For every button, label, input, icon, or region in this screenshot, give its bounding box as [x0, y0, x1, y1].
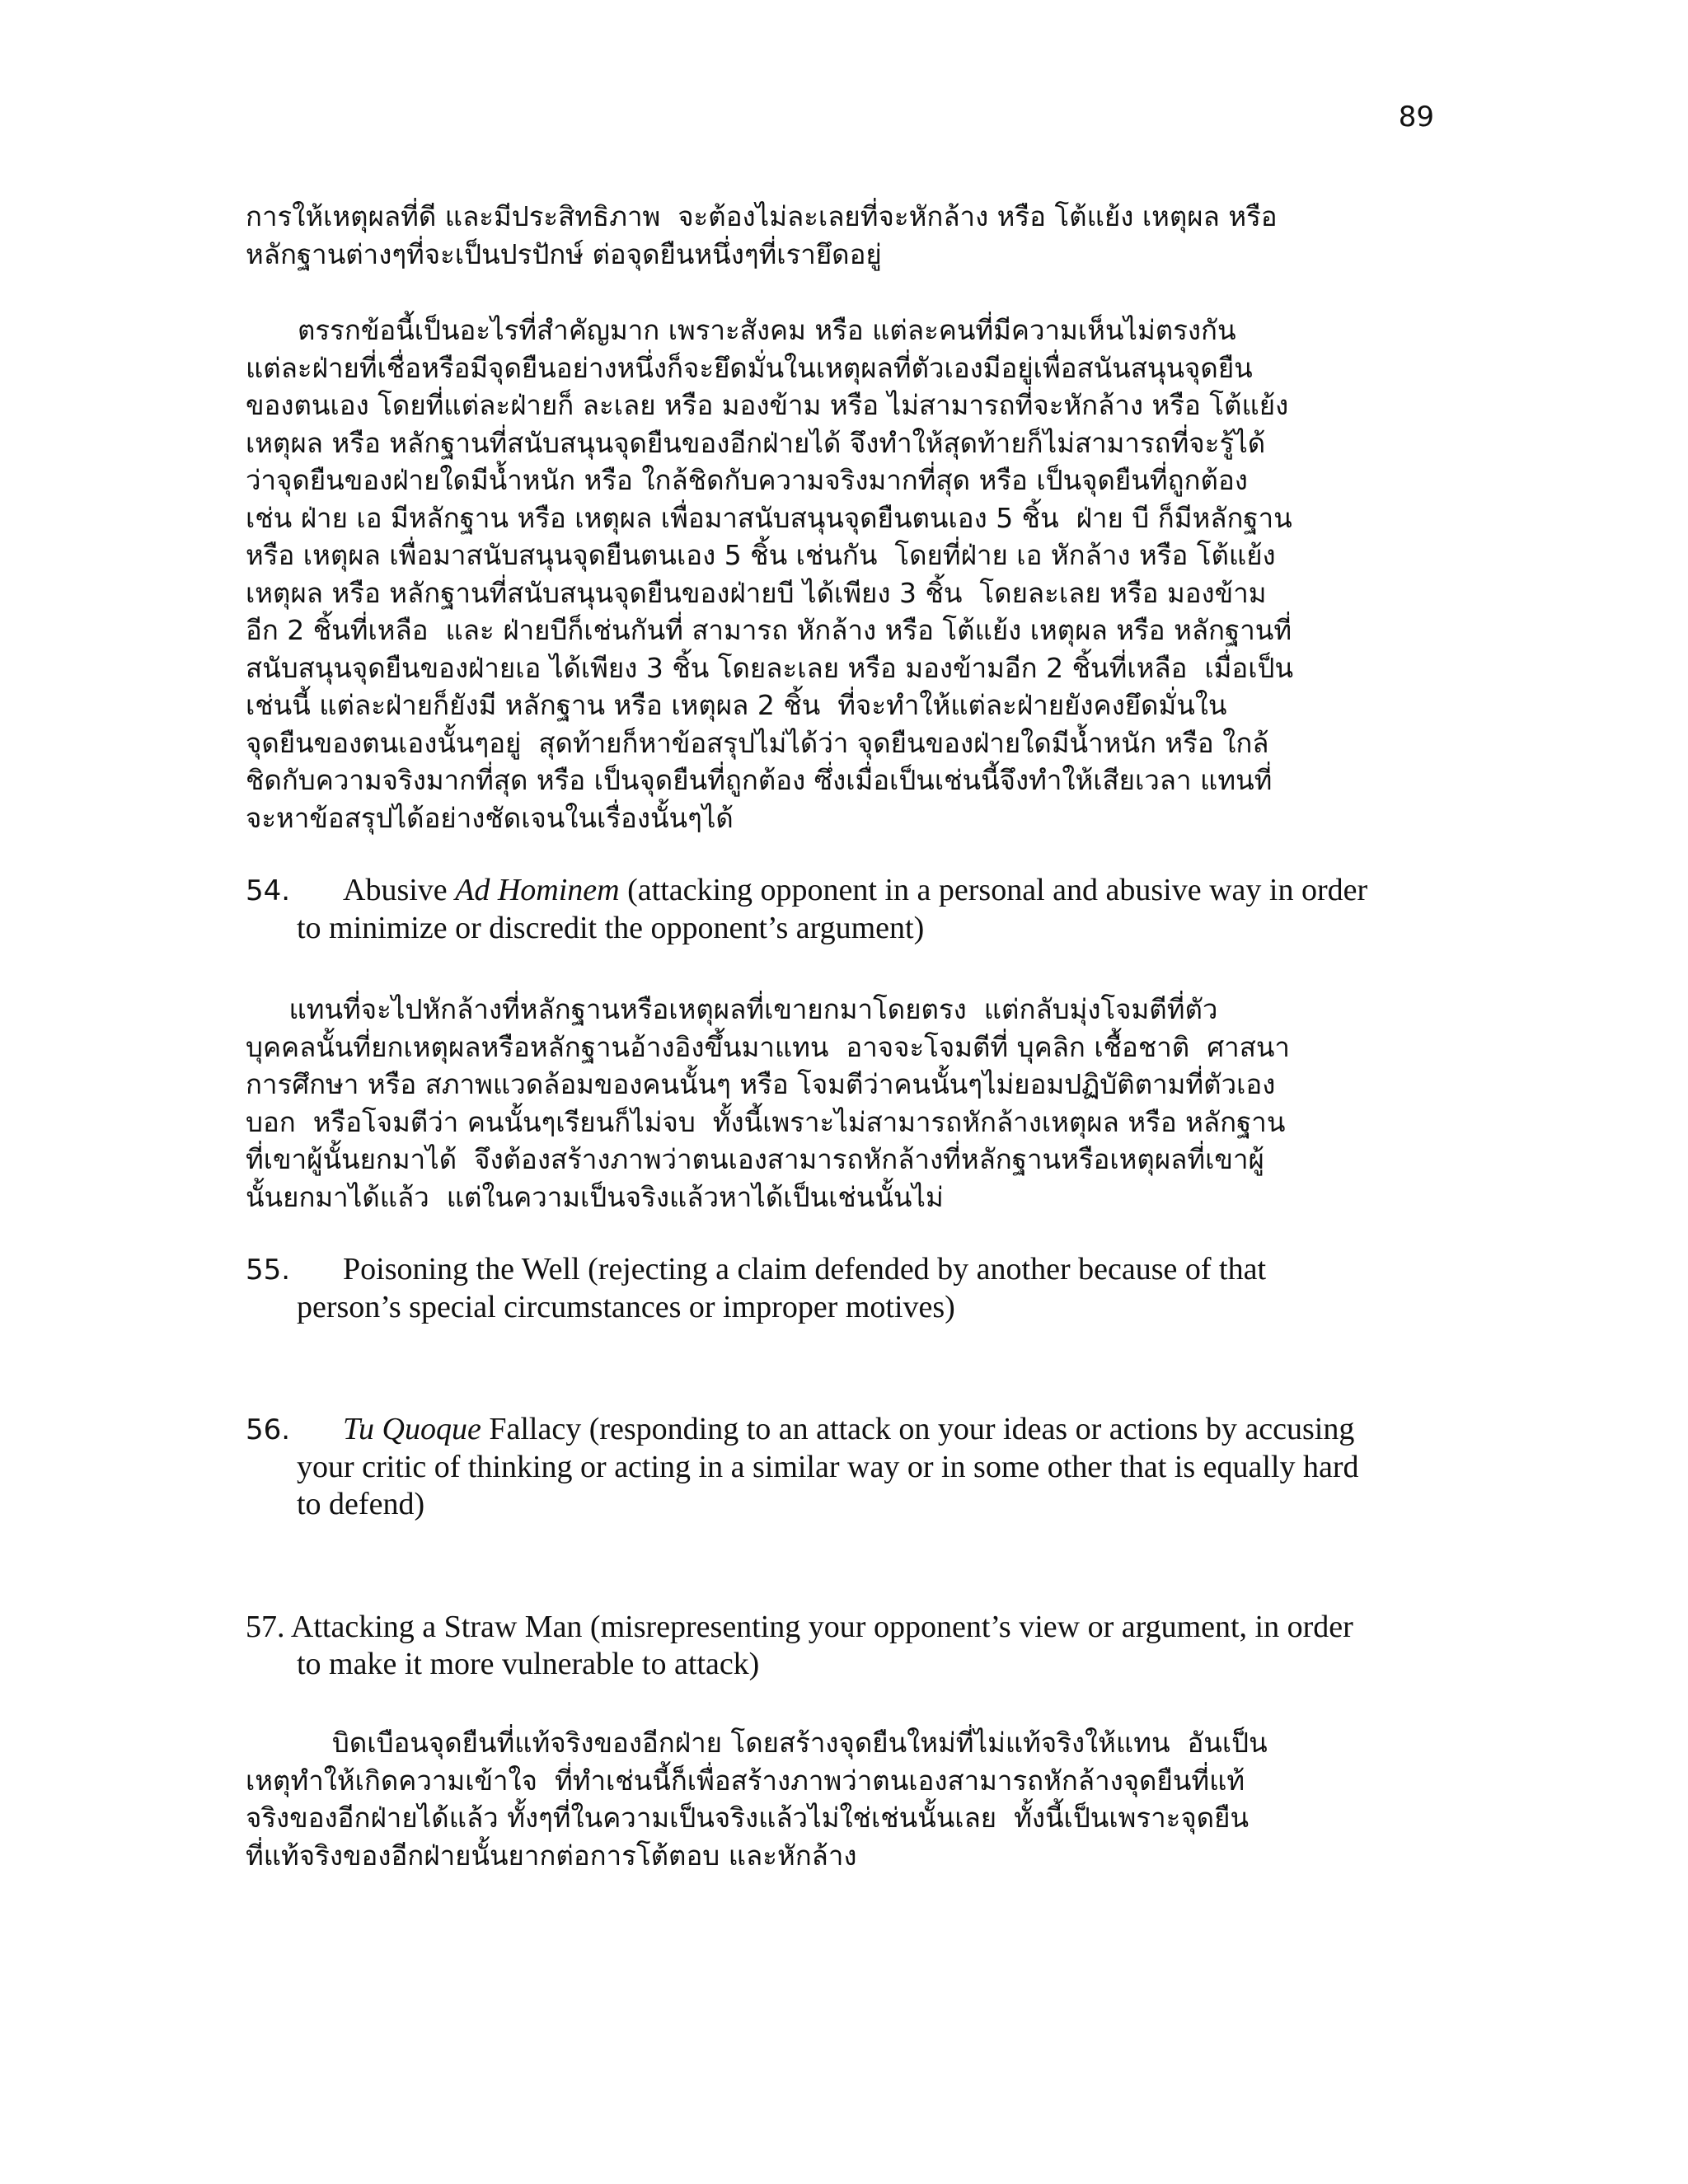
item-54-title-prefix: Abusive	[343, 873, 456, 907]
logic-paragraph: ตรรกข้อนี้เป็นอะไรที่สำคัญมาก เพราะสังคม หรือ แต่ละคนที่มีความเห็นไม่ตรงกัน แต่ละฝ่ายที่เชื่อหรือมีจุดยืนอย่างหนึ่งก็จะยึดมั่นในเหตุผลที่ตัวเองมีอยู่เพื่อสนันสนุนจุดยืน ของตนเอง โดยที่แต่ละฝ่ายก็ ละเลย หรือ มองข้าม หรือ ไม่สามารถที่จะหักล้าง หรือ โต้แย้ง เหตุผล หรือ หลักฐานที่สนับสนุนจุดยืนของอีกฝ่ายได้ จึงทำให้สุดท้ายก็ไม่สามารถที่จะรู้ได้ ว่าจุดยืนของฝ่ายใดมีน้ำหนัก หรือ ใกล้ชิดกับความจริงมากที่สุด หรือ เป็นจุดยืนที่ถูกต้อง เช่น ฝ่าย เอ มีหลักฐาน หรือ เหตุผล เพื่อมาสนับสนุนจุดยืนตนเอง 5 ชิ้น ฝ่าย บี ก็มีหลักฐาน หรือ เหตุผล เพื่อมาสนับสนุนจุดยืนตนเอง 5 ชิ้น เช่นกัน โดยที่ฝ่าย เอ หักล้าง หรือ โต้แย้ง เหตุผล หรือ หลักฐานที่สนับสนุนจุดยืนของฝ่ายบี ได้เพียง 3 ชิ้น โดยละเลย หรือ มองข้าม อีก 2 ชิ้นที่เหลือ และ ฝ่ายบีก็เช่นกันที่ สามารถ หักล้าง หรือ โต้แย้ง เหตุผล หรือ หลักฐานที่ สนับสนุนจุดยืนของฝ่ายเอ ได้เพียง 3 ชิ้น โดยละเลย หรือ มองข้ามอีก 2 ชิ้นที่เหลือ เมื่อเป็น เช่นนี้ แต่ละฝ่ายก็ยังมี หลักฐาน หรือ เหตุผล 2 ชิ้น ที่จะทำให้แต่ละฝ่ายยังคงยึดมั่นใน จุดยืนของตนเองนั้นๆอยู่ สุดท้ายก็หาข้อสรุปไม่ได้ว่า จุดยืนของฝ่ายใดมีน้ำหนัก หรือ ใกล้ ชิดกับความจริงมากที่สุด หรือ เป็นจุดยืนที่ถูกต้อง ซึ่งเมื่อเป็นเช่นนี้จึงทำให้เสียเวลา แทนที่ จะหาข้อสรุปได้อย่างชัดเจนในเรื่องนั้นๆได้	[246, 314, 1294, 834]
item-54-title-italic: Ad Hominem	[455, 873, 620, 907]
item-55-heading	[246, 1251, 1449, 1289]
intro-paragraph: การให้เหตุผลที่ดี และมีประสิทธิภาพ จะต้องไม่ละเลยที่จะหักล้าง หรือ โต้แย้ง เหตุผล หรือ หลักฐานต่างๆที่จะเป็นปรปักษ์ ต่อจุดยืนหนึ่งๆที่เรายึดอยู่	[246, 200, 1278, 270]
item-55-continuation: person’s special circumstances or improper motives)	[297, 1290, 955, 1324]
item-54	[246, 872, 1449, 947]
item-54-continuation: to minimize or discredit the opponent’s argument)	[297, 911, 925, 945]
item-56-heading	[246, 1411, 1449, 1449]
item-56-number: 56.	[246, 1413, 291, 1446]
item-55-title: Poisoning the Well (rejecting a claim defended by another because of that	[343, 1252, 1267, 1286]
item-55	[246, 1251, 1449, 1326]
item-56-title-italic: Tu Quoque	[343, 1412, 481, 1446]
item-57-thai-paragraph: บิดเบือนจุดยืนที่แท้จริงของอีกฝ่าย โดยสร้างจุดยืนใหม่ที่ไม่แท้จริงให้แทน อันเป็น เหตุทำให้เกิดความเข้าใจ ที่ทำเช่นนี้ก็เพื่อสร้างภาพว่าตนเองสามารถหักล้างจุดยืนที่แท้ จริงของอีกฝ่ายได้แล้ว ทั้งๆที่ในความเป็นจริงแล้วไม่ใช่เช่นนั้นเลย ทั้งนี้เป็นเพราะจุดยืน ที่แท้จริงของอีกฝ่ายนั้นยากต่อการโต้ตอบ และหักล้าง	[246, 1727, 1268, 1872]
item-54-number: 54.	[246, 874, 291, 907]
item-54-title-rest: (attacking opponent in a personal and abusive way in order	[619, 873, 1368, 907]
item-54-heading	[246, 872, 1449, 910]
item-57	[246, 1609, 1449, 1683]
item-57-heading	[246, 1609, 1449, 1646]
page-number: 89	[1398, 101, 1434, 134]
item-57-number: 57.	[246, 1610, 285, 1644]
item-56	[246, 1411, 1449, 1523]
item-57-continuation: to make it more vulnerable to attack)	[297, 1647, 760, 1681]
item-54-thai-paragraph: แทนที่จะไปหักล้างที่หลักฐานหรือเหตุผลที่เขายกมาโดยตรง แต่กลับมุ่งโจมตีที่ตัว บุคคลนั้นที่ยกเหตุผลหรือหลักฐานอ้างอิงขึ้นมาแทน อาจจะโจมตีที่ บุคลิก เชื้อชาติ ศาสนา การศึกษา หรือ สภาพแวดล้อมของคนนั้นๆ หรือ โจมตีว่าคนนั้นๆไม่ยอมปฏิบัติตามที่ตัวเอง บอก หรือโจมตีว่า คนนั้นๆเรียนก็ไม่จบ ทั้งนี้เพราะไม่สามารถหักล้างเหตุผล หรือ หลักฐาน ที่เขาผู้นั้นยกมาได้ จึงต้องสร้างภาพว่าตนเองสามารถหักล้างที่หลักฐานหรือเหตุผลที่เขาผู้ นั้นยกมาได้แล้ว แต่ในความเป็นจริงแล้วหาได้เป็นเช่นนั้นไม่	[246, 993, 1290, 1213]
item-56-continuation: your critic of thinking or acting in a similar way or in some other that is equally hard to defend)	[297, 1450, 1359, 1521]
item-57-title: Attacking a Straw Man (misrepresenting your opponent’s view or argument, in order	[290, 1610, 1353, 1644]
item-55-number: 55.	[246, 1254, 291, 1286]
item-56-title-rest: Fallacy (responding to an attack on your ideas or actions by accusing	[481, 1412, 1355, 1446]
